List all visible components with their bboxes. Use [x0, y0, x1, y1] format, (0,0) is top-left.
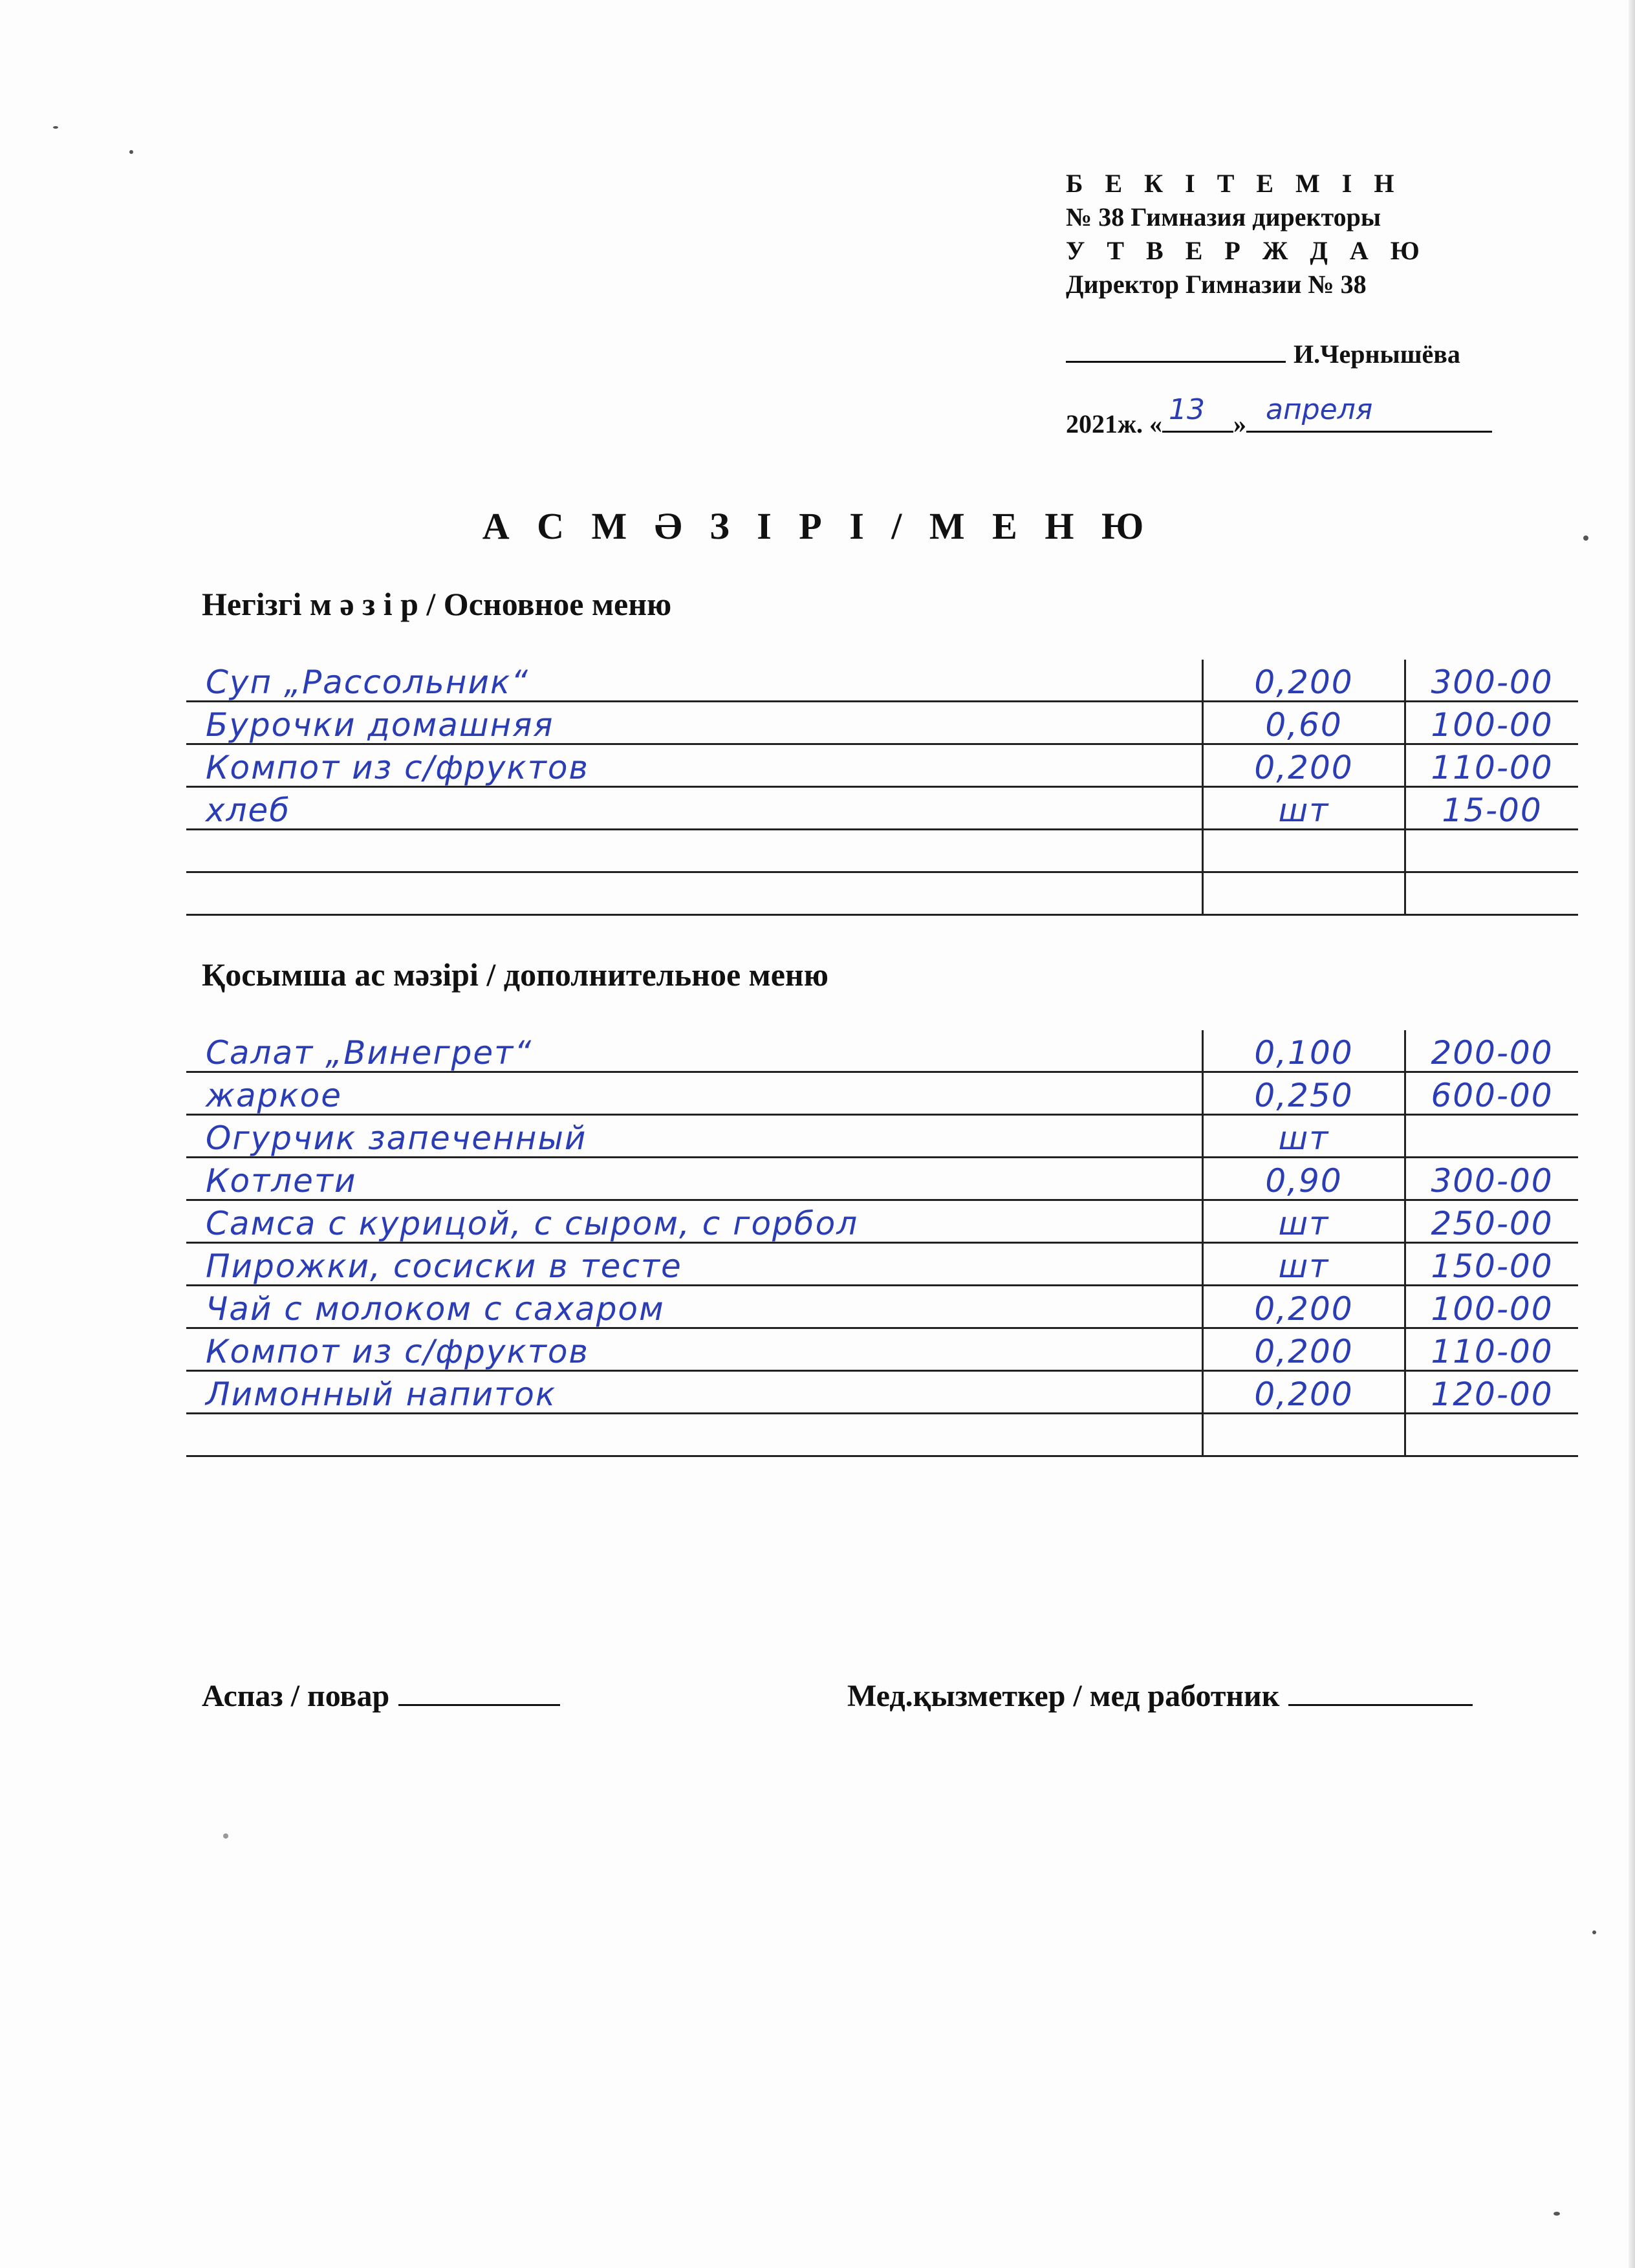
price-cell — [1405, 744, 1579, 787]
price-text: 300-00 — [1431, 664, 1554, 701]
medic-signature — [847, 1678, 1473, 1714]
date-day-field — [1162, 393, 1233, 433]
portion-cell — [1203, 1072, 1405, 1115]
portion-text: 0,200 — [1254, 1333, 1354, 1370]
portion-cell — [1203, 1371, 1405, 1414]
menu-row — [186, 1371, 1578, 1414]
menu-row — [186, 1414, 1578, 1456]
date-year: 2021ж. « — [1066, 409, 1163, 438]
main-menu-table — [186, 660, 1578, 916]
approval-date-line — [1066, 393, 1492, 441]
price-text: 600-00 — [1431, 1077, 1554, 1114]
price-cell — [1405, 787, 1579, 830]
price-text: 110-00 — [1431, 749, 1554, 786]
menu-row — [186, 744, 1578, 787]
dish-name-cell — [186, 1158, 1203, 1200]
portion-text: 0,250 — [1254, 1077, 1354, 1114]
dish-name-text: Компот из с/фруктов — [206, 749, 589, 786]
menu-row — [186, 1286, 1578, 1328]
portion-text: 0,90 — [1265, 1162, 1343, 1200]
dish-name-text: Лимонный напиток — [206, 1376, 557, 1413]
dish-name-cell — [186, 1072, 1203, 1115]
portion-cell — [1203, 1158, 1405, 1200]
price-text: 100-00 — [1431, 1290, 1554, 1328]
dish-name-text: Котлети — [206, 1162, 357, 1200]
portion-cell — [1203, 787, 1405, 830]
price-cell — [1405, 1030, 1579, 1072]
menu-row — [186, 1072, 1578, 1115]
price-cell — [1405, 660, 1579, 702]
dish-name-cell — [186, 787, 1203, 830]
portion-text: 0,200 — [1254, 1290, 1354, 1328]
approval-block — [1066, 167, 1492, 441]
menu-row — [186, 1200, 1578, 1243]
portion-cell — [1203, 1286, 1405, 1328]
dish-name-cell — [186, 744, 1203, 787]
price-cell — [1405, 830, 1579, 872]
approval-line-kz: Б Е К І Т Е М І Н — [1066, 169, 1402, 198]
dish-name-text: Бурочки домашняя — [206, 706, 554, 744]
portion-cell — [1203, 660, 1405, 702]
scan-speck — [1554, 2212, 1560, 2216]
dish-name-cell — [186, 1243, 1203, 1286]
price-cell — [1405, 1328, 1579, 1371]
scan-speck — [1583, 535, 1588, 541]
menu-row — [186, 787, 1578, 830]
portion-text: 0,200 — [1254, 1376, 1354, 1413]
page-edge-shadow — [1629, 0, 1635, 2268]
portion-cell — [1203, 872, 1405, 915]
price-text: 110-00 — [1431, 1333, 1554, 1370]
dish-name-cell — [186, 1328, 1203, 1371]
price-text: 150-00 — [1431, 1247, 1554, 1285]
dish-name-text: Чай с молоком с сахаром — [206, 1290, 665, 1328]
dish-name-text: жаркое — [206, 1077, 342, 1114]
menu-row — [186, 702, 1578, 744]
dish-name-text: Салат „Винегрет“ — [206, 1034, 533, 1072]
menu-row — [186, 660, 1578, 702]
price-cell — [1405, 1371, 1579, 1414]
price-text: 120-00 — [1431, 1376, 1554, 1413]
document-title: А С М Ә З І Р І / М Е Н Ю — [482, 505, 1153, 547]
price-cell — [1405, 1414, 1579, 1456]
portion-text: шт — [1278, 1247, 1330, 1285]
extra-menu-table — [186, 1030, 1578, 1457]
menu-row — [186, 1115, 1578, 1158]
price-cell — [1405, 1115, 1579, 1158]
portion-text: 0,200 — [1254, 664, 1354, 701]
dish-name-cell — [186, 1371, 1203, 1414]
portion-text: 0,60 — [1265, 706, 1343, 744]
dish-name-cell — [186, 660, 1203, 702]
portion-text: 0,100 — [1254, 1034, 1354, 1072]
director-signature-line — [1066, 335, 1492, 371]
date-day-handwritten: 13 — [1169, 393, 1206, 426]
portion-text: шт — [1278, 792, 1330, 829]
extra-menu-title: Қосымша ас мәзірі / дополнительное меню — [202, 956, 828, 993]
date-month-handwritten: апреля — [1266, 393, 1373, 426]
cook-signature — [202, 1678, 560, 1714]
date-separator: » — [1233, 409, 1247, 438]
portion-cell — [1203, 1243, 1405, 1286]
price-cell — [1405, 1200, 1579, 1243]
medic-signature-blank — [1288, 1679, 1473, 1706]
price-text: 15-00 — [1442, 792, 1543, 829]
medic-label: Мед.қызметкер / мед работник — [847, 1679, 1280, 1713]
menu-row — [186, 1328, 1578, 1371]
price-cell — [1405, 1072, 1579, 1115]
scan-speck — [129, 150, 133, 154]
menu-row — [186, 830, 1578, 872]
director-name: И.Чернышёва — [1294, 340, 1460, 369]
dish-name-text: Компот из с/фруктов — [206, 1333, 589, 1370]
approval-line-ru: У Т В Е Р Ж Д А Ю — [1066, 236, 1427, 265]
scan-speck — [53, 126, 58, 129]
dish-name-cell — [186, 1200, 1203, 1243]
price-cell — [1405, 1286, 1579, 1328]
portion-cell — [1203, 1328, 1405, 1371]
price-text: 300-00 — [1431, 1162, 1554, 1200]
portion-text: шт — [1278, 1205, 1330, 1242]
portion-text: 0,200 — [1254, 749, 1354, 786]
portion-cell — [1203, 830, 1405, 872]
scan-speck — [1592, 1930, 1596, 1934]
portion-text: шт — [1278, 1119, 1330, 1157]
dish-name-cell — [186, 830, 1203, 872]
dish-name-cell — [186, 1286, 1203, 1328]
portion-cell — [1203, 1115, 1405, 1158]
approval-line-director-ru: Директор Гимназии № 38 — [1066, 270, 1367, 299]
dish-name-cell — [186, 702, 1203, 744]
cook-label: Аспаз / повар — [202, 1679, 390, 1713]
menu-row — [186, 872, 1578, 915]
price-text: 250-00 — [1431, 1205, 1554, 1242]
dish-name-text: хлеб — [206, 792, 291, 829]
portion-cell — [1203, 702, 1405, 744]
dish-name-cell — [186, 872, 1203, 915]
portion-cell — [1203, 744, 1405, 787]
dish-name-cell — [186, 1115, 1203, 1158]
price-cell — [1405, 1243, 1579, 1286]
dish-name-text: Огурчик запеченный — [206, 1119, 587, 1157]
dish-name-text: Суп „Рассольник“ — [206, 664, 530, 701]
price-cell — [1405, 1158, 1579, 1200]
menu-row — [186, 1030, 1578, 1072]
dish-name-text: Пирожки, сосиски в тесте — [206, 1247, 682, 1285]
scan-speck — [223, 1833, 228, 1839]
date-month-field — [1246, 393, 1492, 433]
main-menu-title: Негізгі м ә з і р / Основное меню — [202, 586, 672, 622]
portion-cell — [1203, 1030, 1405, 1072]
portion-cell — [1203, 1414, 1405, 1456]
dish-name-cell — [186, 1030, 1203, 1072]
dish-name-text: Самса с курицой, с сыром, с горбол — [206, 1205, 859, 1242]
portion-cell — [1203, 1200, 1405, 1243]
price-cell — [1405, 872, 1579, 915]
dish-name-cell — [186, 1414, 1203, 1456]
cook-signature-blank — [398, 1679, 560, 1706]
signature-blank — [1066, 335, 1286, 363]
menu-row — [186, 1243, 1578, 1286]
approval-line-director-kz: № 38 Гимназия директоры — [1066, 202, 1381, 232]
price-cell — [1405, 702, 1579, 744]
price-text: 200-00 — [1431, 1034, 1554, 1072]
price-text: 100-00 — [1431, 706, 1554, 744]
menu-row — [186, 1158, 1578, 1200]
